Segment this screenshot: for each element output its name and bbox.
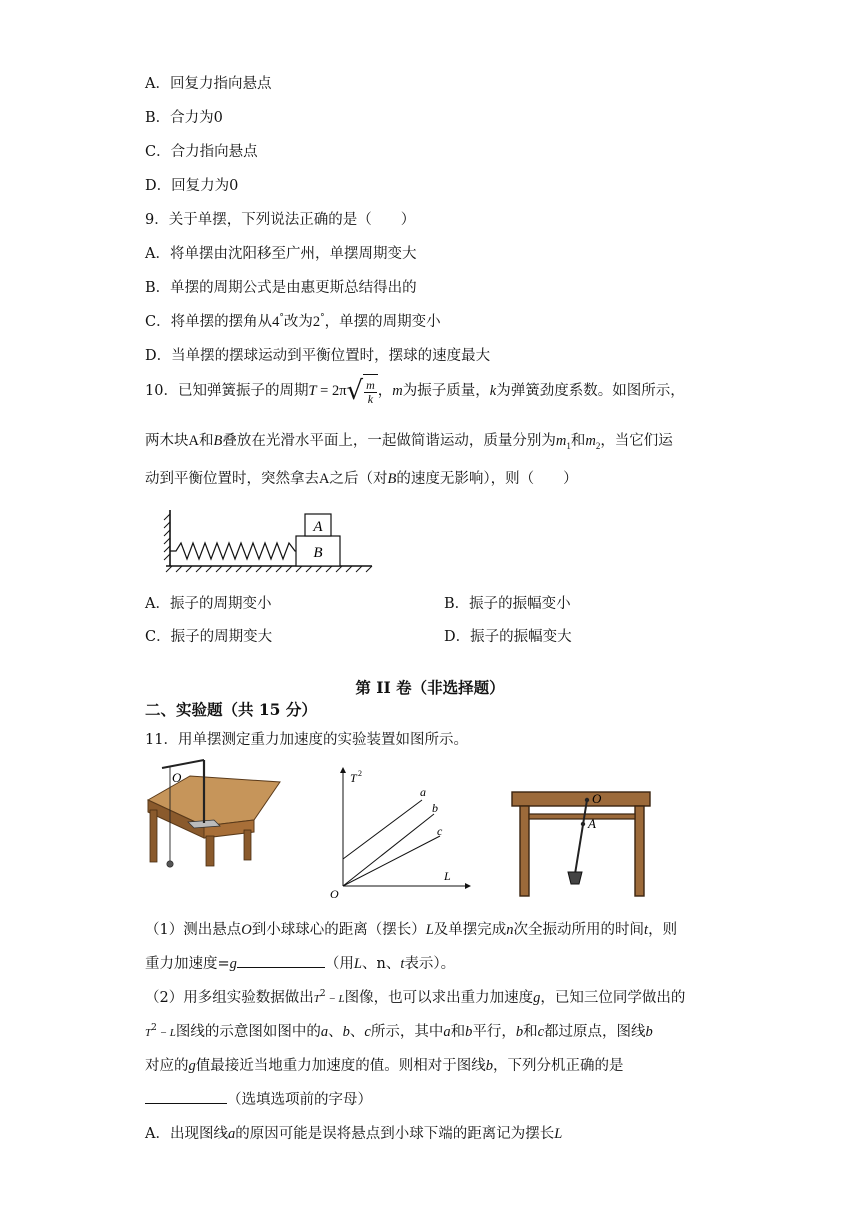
q9-stem: 9．关于单摆，下列说法正确的是（ ） (145, 212, 416, 228)
line-b-label: b (432, 801, 438, 815)
section-title: 第 II 卷（非选择题） (355, 678, 505, 697)
line-c-label: c (437, 824, 443, 838)
q10-option-a: A．振子的周期变小 (145, 596, 272, 612)
part-title: 二、实验题（共 15 分） (145, 700, 317, 719)
q9-option-a: A．将单摆由沈阳移至广州，单摆周期变大 (145, 246, 417, 262)
answer-blank-2[interactable] (145, 1089, 227, 1104)
q10-stem-line3: 动到平衡位置时，突然拿去A之后（对B的速度无影响），则（ ） (145, 471, 578, 487)
graph-line-c (343, 836, 440, 886)
q11-part1-line1: （1）测出悬点O到小球球心的距离（摆长）L及单摆完成n次全振动所用的时间t，则 (145, 922, 678, 938)
q10-option-b: B．振子的振幅变小 (444, 596, 571, 612)
q9-option-c: C．将单摆的摆角从4°改为2°，单摆的周期变小 (145, 313, 441, 330)
t2-l-graph (324, 762, 474, 902)
q9-option-d: D．当单摆的摆球运动到平衡位置时，摆球的速度最大 (145, 348, 491, 364)
q10-stem-line1: 10．已知弹簧振子的周期T = 2π √ $\frac{m}{k}$ ，m为振子质量，k为弹簧劲度系数。如图所示， (145, 376, 685, 406)
q10-stem-line2: 两木块A和B叠放在光滑水平面上，一起做简谐运动，质量分别为$m_1$和$m_2$，当它们运 (145, 433, 673, 451)
line-a-label: a (420, 785, 426, 799)
graph-x-label: L (444, 869, 451, 883)
fig3-a-label: A (588, 816, 596, 831)
q11-part2-line3: 对应的g值最接近当地重力加速度的值。则相对于图线b，下列分机正确的是 (145, 1058, 624, 1074)
fig1-o-label: O (172, 770, 182, 785)
sqrt-formula: √ $\frac{m}{k}$ (347, 374, 378, 408)
block-b-label: B (313, 545, 323, 561)
q8-option-b: B．合力为0 (145, 110, 223, 126)
graph-y-label: T (350, 771, 357, 785)
q11-stem: 11．用单摆测定重力加速度的实验装置如图所示。 (145, 732, 468, 748)
graph-origin-label: O (330, 887, 339, 901)
q11-part2-line1: （2）用多组实验数据做出$T^2 - L$图像，也可以求出重力加速度g，已知三位同学做出的 (145, 989, 686, 1006)
q11-part2-line4: （选填选项前的字母） (145, 1088, 372, 1109)
q8-option-d: D．回复力为0 (145, 178, 239, 194)
q11-part2-line2: $T^2 - L$图线的示意图如图中的a、b、c所示，其中a和b平行，b和c都过原点，图线b (145, 1023, 653, 1040)
fig3-o-label: O (592, 791, 602, 806)
spring-oscillator-figure (160, 508, 380, 574)
q10-option-d: D．振子的振幅变大 (444, 629, 572, 645)
q8-option-c: C．合力指向悬点 (145, 144, 258, 160)
q11-option-a: A．出现图线a的原因可能是误将悬点到小球下端的距离记为摆长L (145, 1126, 563, 1142)
q8-option-a: A．回复力指向悬点 (145, 76, 272, 92)
table-pendulum-figure (508, 788, 654, 900)
answer-blank-1[interactable] (237, 953, 325, 968)
block-a-label: A (313, 519, 323, 535)
svg-text:2: 2 (358, 769, 362, 778)
q11-part1-line2: 重力加速度=g （用L、n、t表示）。 (145, 952, 455, 973)
q10-option-c: C．振子的周期变大 (145, 629, 273, 645)
graph-line-a (343, 800, 422, 859)
q9-option-b: B．单摆的周期公式是由惠更斯总结得出的 (145, 280, 417, 296)
pendulum-stand-figure (144, 754, 294, 872)
